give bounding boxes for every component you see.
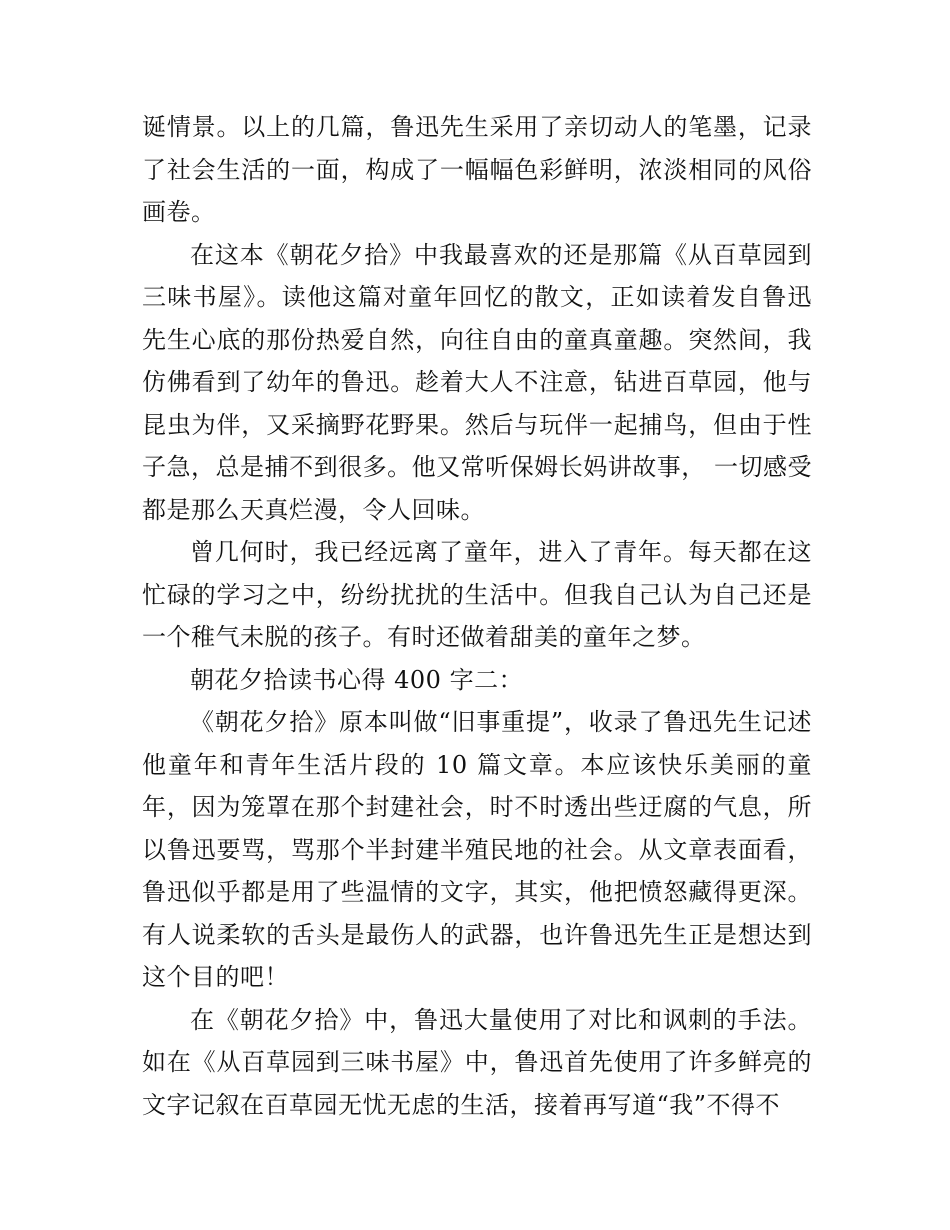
section-heading: 朝花夕拾读书心得 400 字二： xyxy=(190,665,524,694)
paragraph-favorite-essay: 在这本《朝花夕拾》中我最喜欢的还是那篇《从百草园到三味书屋》。读他这篇对童年回忆的散文，正如读着发自鲁迅先生心底的那份热爱自然，向往自由的童真童趣。突然间，我仿佛看到了幼年的鲁迅。趁着大人不注意，钻进百草园，他与昆虫为伴，又采摘野花野果。然后与玩伴一起捕鸟，但由于性子急，总是捕不到很多。他又常听保姆长妈讲故事， 一切感受都是那么天真烂漫，令人回味。 xyxy=(142,240,812,524)
paragraph-contrast-technique: 在《朝花夕拾》中，鲁迅大量使用了对比和讽刺的手法。如在《从百草园到三味书屋》中，鲁迅首先使用了许多鲜亮的文字记叙在百草园无忧无虑的生活，接着再写道“我”不得不 xyxy=(142,1005,812,1119)
paragraph-continuation: 诞情景。以上的几篇，鲁迅先生采用了亲切动人的笔墨，记录了社会生活的一面，构成了一幅幅色彩鲜明，浓淡相同的风俗画卷。 xyxy=(142,113,812,226)
document-page xyxy=(142,106,812,1126)
paragraph-reflection: 曾几何时，我已经远离了童年，进入了青年。每天都在这忙碌的学习之中，纷纷扰扰的生活中。但我自己认为自己还是一个稚气未脱的孩子。有时还做着甜美的童年之梦。 xyxy=(142,538,812,651)
paragraph-book-intro: 《朝花夕拾》原本叫做“旧事重提”，收录了鲁迅先生记述他童年和青年生活片段的 10 篇文章。本应该快乐美丽的童年，因为笼罩在那个封建社会，时不时透出些迂腐的气息，所以鲁迅要骂，骂那个半封建半殖民地的社会。从文章表面看，鲁迅似乎都是用了些温情的文字，其实，他把愤怒藏得更深。有人说柔软的舌头是最伤人的武器，也许鲁迅先生正是想达到这个目的吧！ xyxy=(142,708,812,991)
